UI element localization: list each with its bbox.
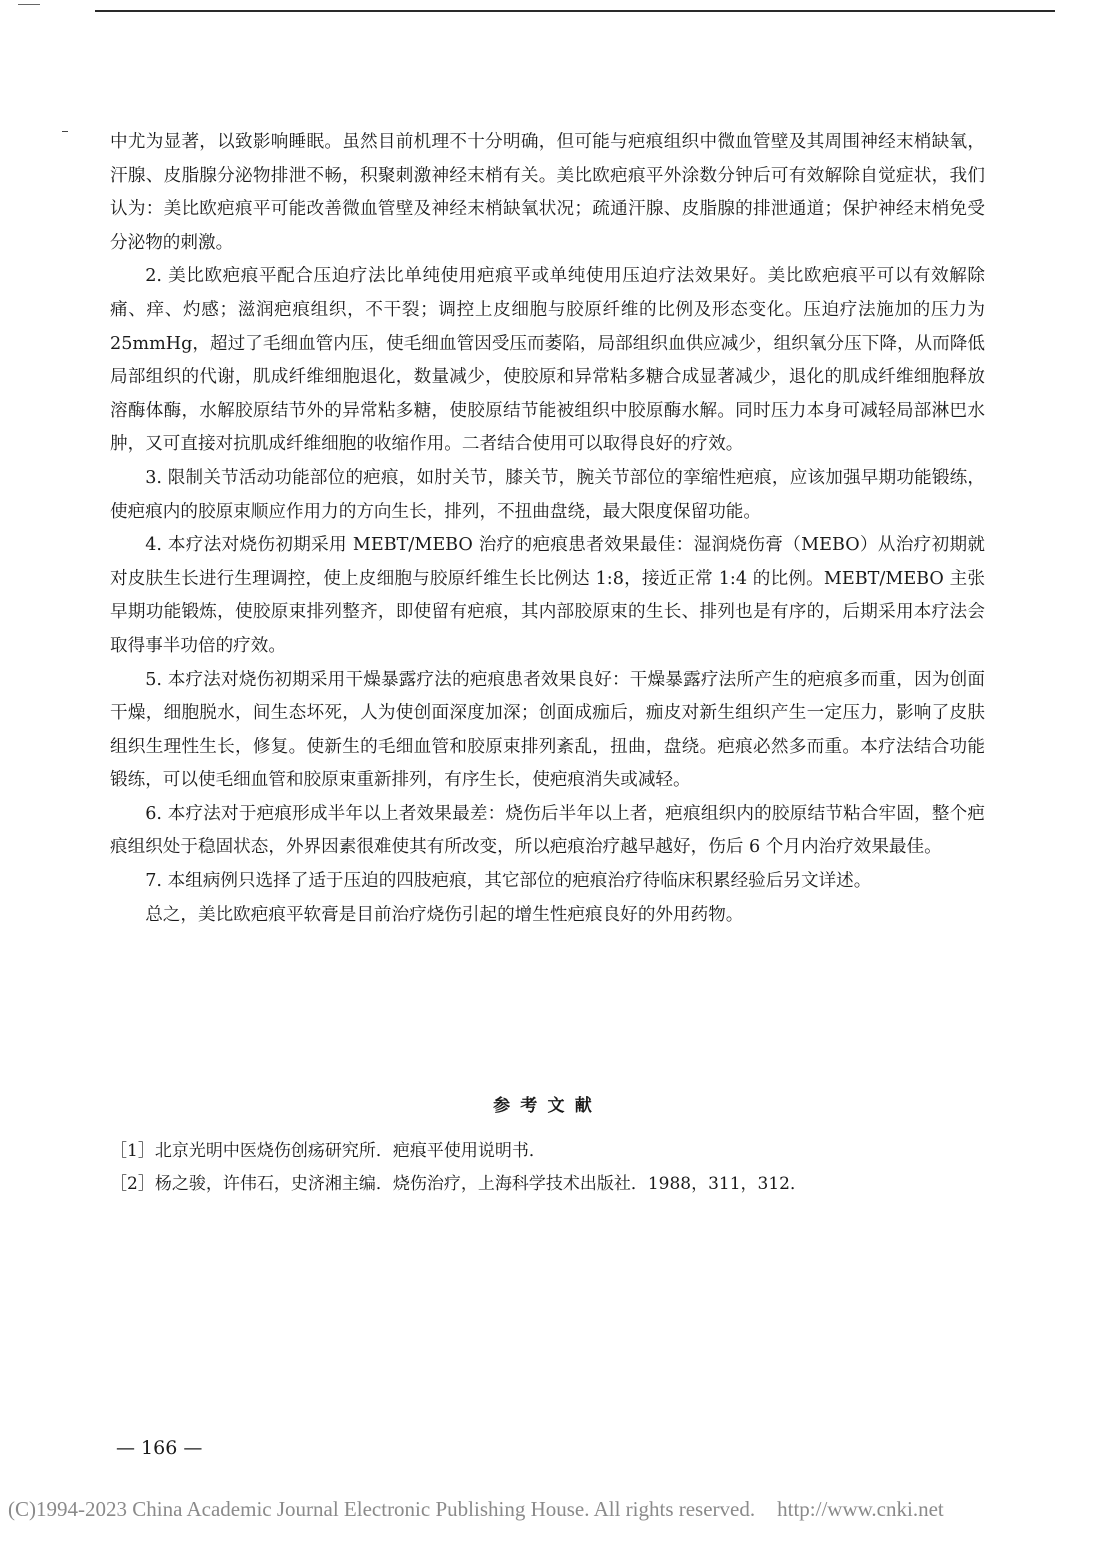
header-rule [95, 10, 1055, 12]
paragraph-5: 5. 本疗法对烧伤初期采用干燥暴露疗法的疤痕患者效果良好：干燥暴露疗法所产生的疤痕多而重，因为创面干燥，细胞脱水，间生态坏死，人为使创面深度加深；创面成痂后，痂皮对新生组织产生一定压力，影响了皮肤组织生理性生长，修复。使新生的毛细血管和胶原束排列紊乱，扭曲，盘绕。疤痕必然多而重。本疗法结合功能锻练，可以使毛细血管和胶原束重新排列，有序生长，使疤痕消失或减轻。 [110, 669, 985, 791]
paragraph-6: 6. 本疗法对于疤痕形成半年以上者效果最差：烧伤后半年以上者，疤痕组织内的胶原结节粘合牢固，整个疤痕组织处于稳固状态，外界因素很难使其有所改变，所以疤痕治疗越早越好，伤后 6 个月内治疗效果最佳。 [110, 803, 985, 858]
footer-copyright: (C)1994-2023 China Academic Journal Electronic Publishing House. All rights reserved. [8, 1497, 756, 1521]
paragraph-2: 2. 美比欧疤痕平配合压迫疗法比单纯使用疤痕平或单纯使用压迫疗法效果好。美比欧疤痕平可以有效解除痛、痒、灼感；滋润疤痕组织，不干裂；调控上皮细胞与胶原纤维的比例及形态变化。压迫疗法施加的压力为 25mmHg，超过了毛细血管内压，使毛细血管因受压而萎陷，局部组织血供应减少，组织氧分压下降，从而降低局部组织的代谢，肌成纤维细胞退化，数量减少，使胶原和异常粘多糖合成显著减少，退化的肌成纤维细胞释放溶酶体酶，水解胶原结节外的异常粘多糖，使胶原结节能被组织中胶原酶水解。同时压力本身可减轻局部淋巴水肿，又可直接对抗肌成纤维细胞的收缩作用。二者结合使用可以取得良好的疗效。 [110, 266, 985, 455]
reference-item-1: ［1］北京光明中医烧伤创疡研究所．疤痕平使用说明书． [110, 1141, 546, 1161]
paragraph-4: 4. 本疗法对烧伤初期采用 MEBT/MEBO 治疗的疤痕患者效果最佳：湿润烧伤膏（MEBO）从治疗初期就对皮肤生长进行生理调控，使上皮细胞与胶原纤维生长比例达 1:8，接近正常 1:4 的比例。MEBT/MEBO 主张早期功能锻炼，使胶原束排列整齐，即使留有疤痕，其内部胶原束的生长、排列也是有序的，后期采用本疗法会取得事半功倍的疗效。 [110, 535, 985, 656]
paragraph-conclusion: 总之，美比欧疤痕平软膏是目前治疗烧伤引起的增生性疤痕良好的外用药物。 [145, 904, 744, 925]
references-heading: 参考文献 [493, 1096, 602, 1116]
paragraph-3: 3. 限制关节活动功能部位的疤痕，如肘关节，膝关节，腕关节部位的挛缩性疤痕，应该加强早期功能锻练，使疤痕内的胶原束顺应作用力的方向生长，排列，不扭曲盘绕，最大限度保留功能。 [110, 467, 985, 522]
references-list [110, 1135, 985, 1201]
paragraph-7: 7. 本组病例只选择了适于压迫的四肢疤痕，其它部位的疤痕治疗待临床积累经验后另文详述。 [145, 871, 872, 892]
footer-url: http://www.cnki.net [777, 1497, 944, 1521]
corner-mark [18, 4, 40, 5]
article-body [110, 126, 985, 932]
reference-item-2: ［2］杨之骏，许伟石，史济湘主编．烧伤治疗，上海科学技术出版社．1988，311，312． [110, 1174, 807, 1194]
page-number: — 166 — [116, 1437, 203, 1459]
paragraph-continued: 中尤为显著，以致影响睡眠。虽然目前机理不十分明确，但可能与疤痕组织中微血管壁及其周围神经末梢缺氧，汗腺、皮脂腺分泌物排泄不畅，积聚刺激神经末梢有关。美比欧疤痕平外涂数分钟后可有效解除自觉症状，我们认为：美比欧疤痕平可能改善微血管壁及神经末梢缺氧状况；疏通汗腺、皮脂腺的排泄通道；保护神经末梢免受分泌物的刺激。 [110, 132, 985, 253]
margin-mark [62, 131, 68, 132]
footer-watermark [8, 1496, 1098, 1522]
